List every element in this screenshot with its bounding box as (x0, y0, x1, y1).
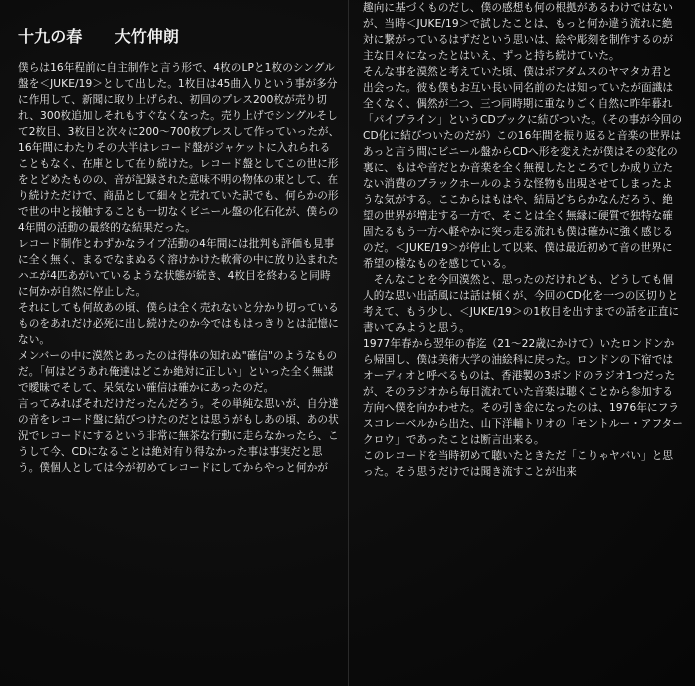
paragraph: そんな事を漠然と考えていた頃、僕はボアダムスのヤマタカ君と出会った。彼も僕もお互い長い同名前のたは知っていたが面識は全くなく、偶然が二つ、三つ同時期に重なりごく自然に昨年暮れ「パイプライン」というCDブックに結びついた。（その事が今回のCD化に結びついたのだが）この16年間を振り返ると音楽の世界はあっと言う間にビニール盤からCDへ形を変えたが僕はその変化の裏に、もはや音だとか音楽を全く無視したところでしか成り立たない消費のブラックホールのような怪物も出現させてしまったような気がする。ここからはもはや、結局どちらかなんだろう、絶望の世界が増走する一方で、そことは全く無縁に硬質で独特な確固たるもう一方へ軽やかに突っ走る流れも僕は確かに強く感じるのだ。＜JUKE/19＞が停止して以来、僕は最近初めて音の世界に希望の様なものを感じている。 (363, 66, 683, 270)
paragraph: 言ってみればそれだけだったんだろう。その単純な思いが、自分達の音をレコード盤に結びつけたのだとは思うがもしあの頃、あの状況でレコードにするという非常に無茶な行動に走らなかったら、こうして今、CDになることは絶対有り得なかった事は事実だと思う。僕個人としては今が初めてレコードにしてからやっと何かが (18, 398, 339, 474)
column-divider (348, 0, 349, 686)
article-title: 十九の春 大竹伸朗 (18, 27, 180, 46)
right-column (363, 0, 683, 686)
paragraph: それにしても何故あの頃、僕らは全く売れないと分かり切っているものをあれだけ必死に出し続けたのか今ではもはっきりとは記憶にない。 (18, 302, 339, 346)
paragraph: 1977年春から翌年の春迄（21〜22歳にかけて）いたロンドンから帰国し、僕は美術大学の油絵科に戻った。ロンドンの下宿ではオーディオと呼べるものは、香港製の3ボンドのラジオ1つだったが、そのラジオから毎日流れていた音楽は聴くことから参加する方向へ僕を向かわせた。その引き金になったのは、1976年にフラスコレーベルから出た、山下洋輔トリオの「モントルー・アフタークロウ」であったことは断言出来る。 (363, 338, 683, 446)
paragraph: このレコードを当時初めて聴いたときただ「こりゃヤバい」と思った。そう思うだけでは聞き流すことが出来 (363, 450, 674, 478)
paragraph: レコード制作とわずかなライブ活動の4年間には批判も評価も見事に全く無く、まるでなまぬるく溶けかけた軟膏の中に放り込まれたハエが4匹あがいているような状態が続き、4枚目を終わると同時に何かが自然に停止した。 (18, 238, 339, 298)
paragraph: そんなことを今回漠然と、思ったのだけれども、どうしても個人的な思い出話風には話は傾くが、今回のCD化を一つの区切りと考えて、もう少し、＜JUKE/19＞の1枚目を出すまでの話を正直に書いてみようと思う。 (363, 274, 680, 334)
paragraph: 僕らは16年程前に自主制作と言う形で、4枚のLPと1枚のシングル盤を＜JUKE/19＞として出した。1枚目は45曲入りという事が多分に作用して、新聞に取り上げられ、初回のプレス200枚が売り切れ、300枚追加しそれもすぐなくなった。売り上げでシングルそして2枚目、3枚目と次々に200〜700枚プレスして作っていったが、16年間にわたりその大半はレコード盤がジャケットに入れられることもなく、在庫として在り続けた。レコード盤としてこの世に形をとどめたものの、音が記録された意味不明の物体の束として、在り続けただけで、商品として細々と売れていた訳でも、何らかの形で世の中と接触することも一切なくビニール盤の化石化が、僕らの4年間の活動の最終的な結果だった。 (18, 62, 340, 234)
paragraph: 趣向に基づくものだし、僕の感想も何の根拠があるわけではないが、当時＜JUKE/19＞で試したことは、もっと何か違う流れに絶対に繋がっているはずだという思いは、絵や彫刻を制作するのが主な日々になったとはいえ、ずっと持ち続けていた。 (363, 2, 674, 62)
left-column (18, 26, 340, 686)
paragraph: メンバーの中に漠然とあったのは得体の知れぬ"確信"のようなものだ。「何はどうあれ俺達はどこか絶対に正しい」といった全く無謀で曖昧でそして、呆気ない確信は確かにあったのだ。 (18, 350, 338, 394)
